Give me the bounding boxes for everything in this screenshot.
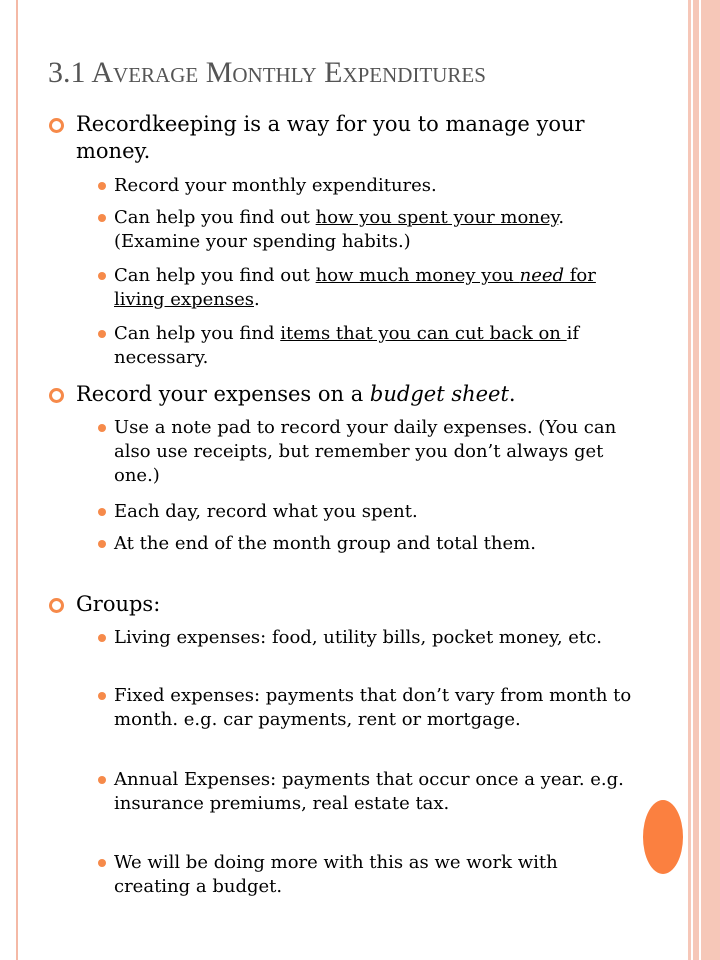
underlined-italic-text: need xyxy=(519,265,565,286)
title-word-cap: E xyxy=(324,56,343,89)
sub-bullet-text: Each day, record what you spent. xyxy=(114,501,418,522)
sub-bullet-text: Can help you find out xyxy=(114,265,316,286)
sub-bullet-text: if necessary. xyxy=(114,323,580,368)
bullet-text-italic: budget sheet xyxy=(369,382,509,406)
sub-bullet xyxy=(114,416,634,488)
sub-bullet-text: . xyxy=(253,289,260,310)
sub-bullet-text: Annual Expenses: payments that occur once a year. e.g. insurance premiums, real estate tax. xyxy=(114,769,624,814)
sub-bullet xyxy=(114,264,634,312)
underlined-text: how you spent your money xyxy=(315,207,559,228)
bullet-budget-sheet xyxy=(76,381,636,408)
bullet-recordkeeping xyxy=(76,111,636,165)
sub-bullet xyxy=(114,174,634,198)
sub-bullet xyxy=(114,532,634,556)
sub-bullet-text: Can help you find xyxy=(114,323,281,344)
sub-bullet-text: Record your monthly expenditures. xyxy=(114,175,437,196)
sub-bullet-text: We will be doing more with this as we work with creating a budget. xyxy=(114,852,558,897)
bullet-text: . xyxy=(508,382,516,406)
bullet-text: Groups: xyxy=(76,592,161,616)
sub-bullet xyxy=(114,206,634,254)
sub-bullet-text: Can help you find out xyxy=(114,207,316,228)
bullet-text: Record your expenses on a xyxy=(76,382,370,406)
underlined-text: items that you can cut back on xyxy=(280,323,567,344)
sub-bullet-text: . (Examine your spending habits.) xyxy=(114,207,565,252)
sub-bullet xyxy=(114,768,634,816)
bullet-groups xyxy=(76,591,636,618)
underlined-text: how much money you xyxy=(315,265,520,286)
right-border-stripes xyxy=(688,0,720,960)
title-word-cap: M xyxy=(205,56,233,89)
title-word-cap: A xyxy=(91,56,114,89)
title-prefix: 3.1 xyxy=(48,56,92,89)
title-word-rest: ONTHLY xyxy=(232,63,317,87)
title-word-rest: VERAGE xyxy=(113,63,199,87)
sub-bullet-text: Fixed expenses: payments that don’t vary from month to month. e.g. car payments, rent or mortgage. xyxy=(114,685,632,730)
underlined-text: for living expenses xyxy=(114,265,596,310)
sub-bullet xyxy=(114,322,634,370)
sub-bullet xyxy=(114,500,634,524)
orange-oval-decoration xyxy=(641,798,685,876)
bullet-text: Recordkeeping is a way for you to manage your money. xyxy=(76,112,585,163)
sub-bullet-text: Use a note pad to record your daily expenses. (You can also use receipts, but remember you don’t always get one.) xyxy=(114,417,617,486)
slide-title xyxy=(48,56,486,90)
title-word-rest: XPENDITURES xyxy=(342,63,486,87)
sub-bullet xyxy=(114,851,634,899)
sub-bullet xyxy=(114,684,634,732)
left-border-line xyxy=(16,0,18,960)
sub-bullet-text: Living expenses: food, utility bills, pocket money, etc. xyxy=(114,627,602,648)
sub-bullet xyxy=(114,626,634,650)
sub-bullet-text: At the end of the month group and total them. xyxy=(114,533,536,554)
